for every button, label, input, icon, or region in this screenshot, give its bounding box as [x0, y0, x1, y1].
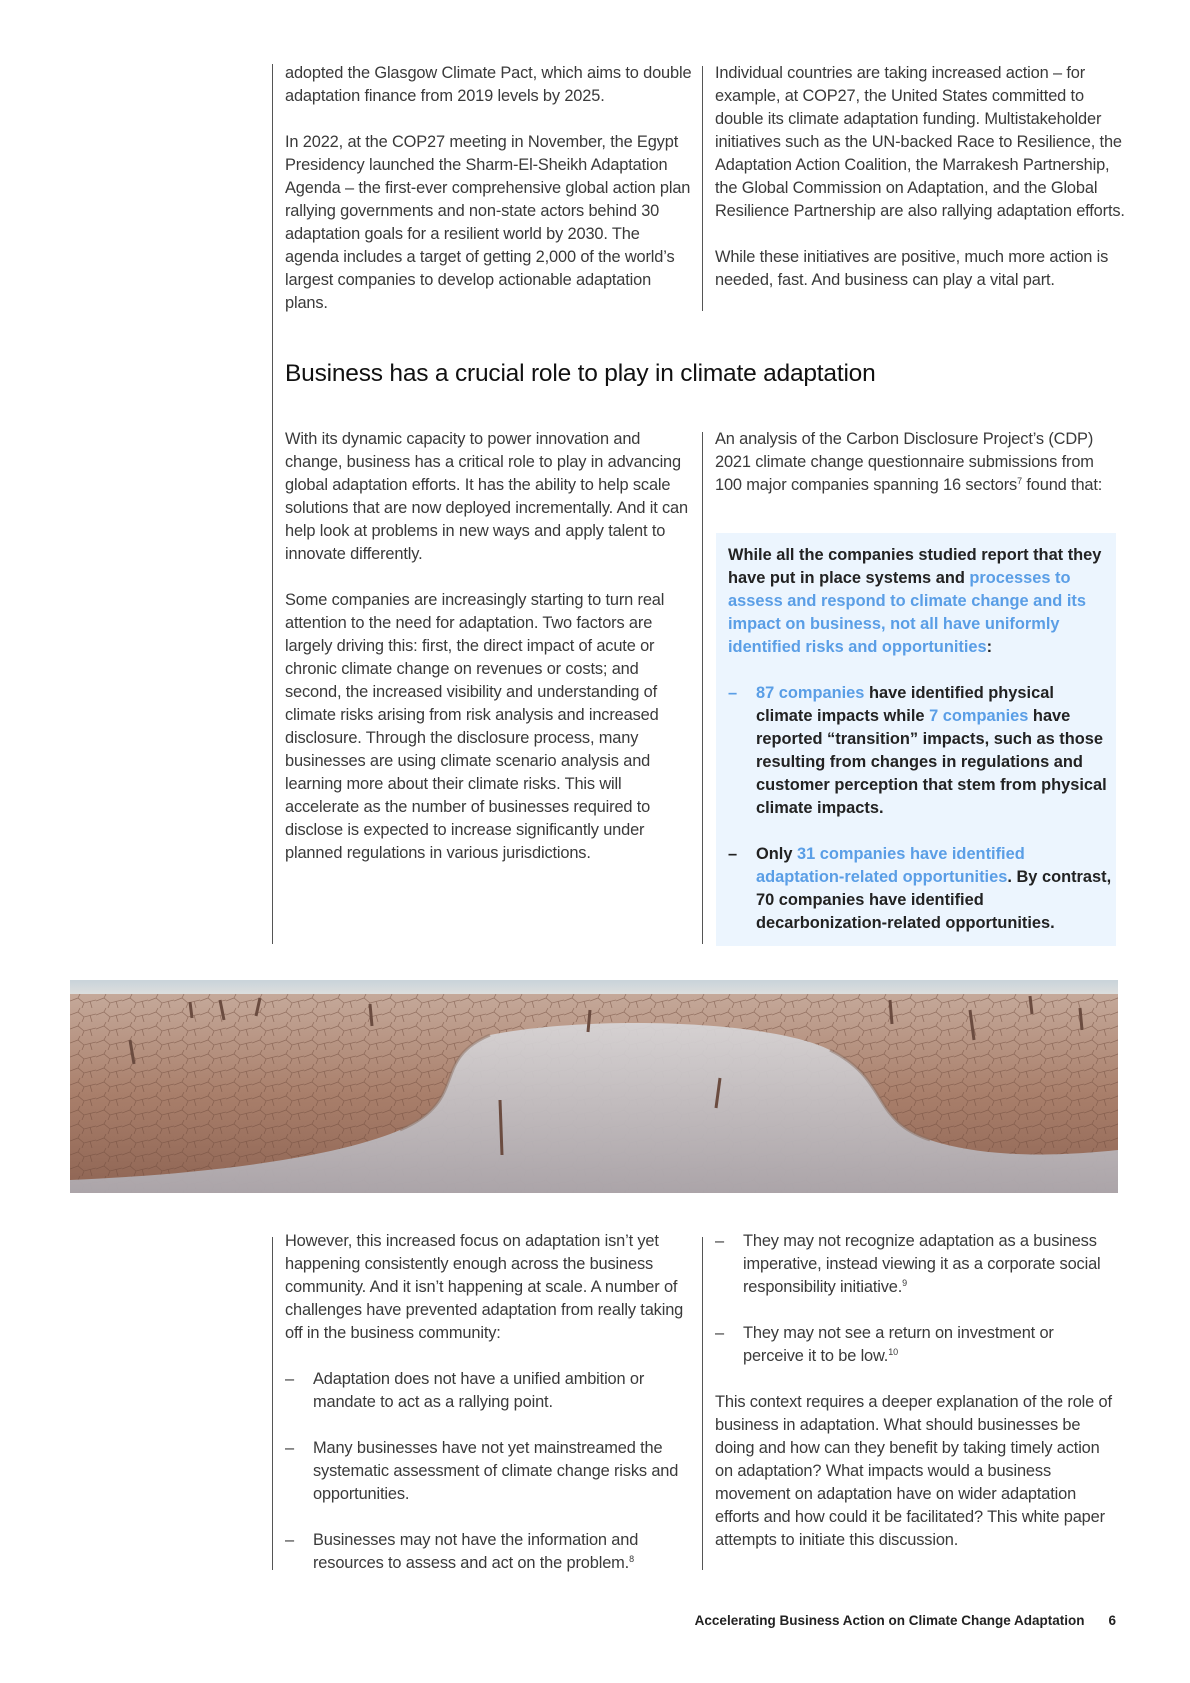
- section2-left-column: [285, 428, 697, 865]
- callout-content: [728, 544, 1112, 935]
- paragraph: With its dynamic capacity to power innovation and change, business has a critical role to play in advancing global adaptation efforts. It has the ability to help scale solutions that are now deployed incrementally. And it can help look at problems in new ways and apply talent to innovate differently.: [285, 430, 688, 563]
- challenge-list-item: [285, 1529, 697, 1575]
- callout-lead-highlight: processes to assess and respond to climate change and its impact on business, not all have uniformly identified risks and opportunities: [728, 569, 1086, 656]
- item-text: have identified physical climate impacts while: [756, 684, 1054, 725]
- item-text: Businesses may not have the information and resources to assess and act on the problem.: [313, 1531, 639, 1572]
- section-heading: Business has a crucial role to play in climate adaptation: [285, 360, 876, 387]
- challenge-list-item: [715, 1322, 1115, 1368]
- challenge-list-item: [285, 1437, 697, 1506]
- column-divider-right-3: [702, 1237, 703, 1570]
- item-text: . By contrast, 70 companies have identified decarbonization-related opportunities.: [756, 868, 1112, 932]
- column-divider-right-2: [702, 432, 703, 944]
- paragraph: Some companies are increasingly starting to turn real attention to the need for adaptation. Two factors are largely driving this: first, the direct impact of acute or chronic climate change on revenues or costs; and second, the increased visibility and understanding of climate risks arising from risk analysis and increased disclosure. Through the disclosure process, many businesses are using climate scenario analysis and learning more about their climate risks. This will accelerate as the number of businesses required to disclose is expected to increase significantly under planned regulations in various jurisdictions.: [285, 591, 665, 862]
- paragraph: Individual countries are taking increased action – for example, at COP27, the United States committed to double its climate adaptation funding. Multistakeholder initiatives such as the UN-backed Race to Resilience, the Adaptation Action Coalition, the Marrakesh Partnership, the Global Commission on Adaptation, and the Global Resilience Partnership are also rallying adaptation efforts.: [715, 64, 1125, 220]
- item-text: They may not see a return on investment or perceive it to be low.: [743, 1324, 1054, 1365]
- dash-bullet: –: [285, 1370, 294, 1388]
- dash-bullet: –: [285, 1439, 294, 1457]
- item-text: They may not recognize adaptation as a business imperative, instead viewing it as a corporate social responsibility initiative.: [743, 1232, 1101, 1296]
- dash-bullet: –: [728, 845, 738, 863]
- item-text: Adaptation does not have a unified ambition or mandate to act as a rallying point.: [313, 1370, 645, 1411]
- section1-right-column: [715, 62, 1125, 292]
- item-text: have reported “transition” impacts, such as those resulting from changes in regulations and customer perception that stem from physical climate impacts.: [756, 707, 1107, 817]
- intro-text: An analysis of the Carbon Disclosure Project’s (CDP) 2021 climate change questionnaire submissions from 100 major companies spanning 16 sectors: [715, 430, 1094, 494]
- challenge-list-item: [715, 1230, 1115, 1299]
- callout-lead: [728, 544, 1112, 659]
- paragraph: However, this increased focus on adaptation isn’t yet happening consistently enough across the business community. And it isn’t happening at scale. A number of challenges have prevented adaptation from really taking off in the business community:: [285, 1232, 684, 1342]
- column-divider-right-1: [702, 66, 703, 311]
- dash-bullet: –: [715, 1324, 724, 1342]
- drought-riverbed-photo: [70, 980, 1118, 1193]
- paragraph: This context requires a deeper explanation of the role of business in adaptation. What should businesses be doing and how can they benefit by taking timely action on adaptation? What impacts would a business movement on adaptation have on wider adaptation efforts and how could it be facilitated? This white paper attempts to initiate this discussion.: [715, 1393, 1112, 1549]
- paragraph: In 2022, at the COP27 meeting in November, the Egypt Presidency launched the Sharm-El-Sheikh Adaptation Agenda – the first-ever comprehensive global action plan rallying governments and non-state actors behind 30 adaptation goals for a resilient world by 2030. The agenda includes a target of getting 2,000 of the world’s largest companies to develop actionable adaptation plans.: [285, 133, 691, 312]
- section3-right-column: [715, 1230, 1115, 1552]
- paragraph: adopted the Glasgow Climate Pact, which aims to double adaptation finance from 2019 levels by 2025.: [285, 64, 692, 105]
- highlight: 7 companies: [929, 707, 1029, 725]
- highlight: 31 companies have identified adaptation-related opportunities: [756, 845, 1025, 886]
- callout-lead-colon: :: [986, 638, 993, 656]
- dash-bullet: –: [715, 1232, 724, 1250]
- highlight: 87 companies: [756, 684, 865, 702]
- footnote-ref-8[interactable]: 8: [629, 1554, 634, 1564]
- column-divider-left-3: [272, 1237, 273, 1570]
- callout-list-item: [728, 843, 1112, 935]
- paragraph: While these initiatives are positive, much more action is needed, fast. And business can play a vital part.: [715, 248, 1109, 289]
- column-divider-left-1: [272, 64, 273, 944]
- callout-list-item: [728, 682, 1112, 820]
- page-number: 6: [1108, 1613, 1116, 1628]
- paragraph: [715, 428, 1115, 497]
- intro-tail: found that:: [1021, 476, 1103, 494]
- section3-left-column: [285, 1230, 697, 1575]
- page-footer: [695, 1613, 1116, 1628]
- footnote-ref-7[interactable]: 7: [1017, 476, 1022, 486]
- challenge-list-item: [285, 1368, 697, 1414]
- section1-left-column: [285, 62, 697, 315]
- dash-bullet: –: [285, 1531, 294, 1549]
- footnote-ref-10[interactable]: 10: [888, 1347, 898, 1357]
- section2-right-intro: [715, 428, 1115, 497]
- dash-bullet: –: [728, 684, 738, 702]
- item-text: Many businesses have not yet mainstreamed the systematic assessment of climate change risks and opportunities.: [313, 1439, 679, 1503]
- callout-lead-text: While all the companies studied report that they have put in place systems and: [728, 546, 1102, 587]
- item-text: Only: [756, 845, 797, 863]
- footnote-ref-9[interactable]: 9: [902, 1278, 908, 1288]
- footer-title: Accelerating Business Action on Climate Change Adaptation: [694, 1613, 1085, 1628]
